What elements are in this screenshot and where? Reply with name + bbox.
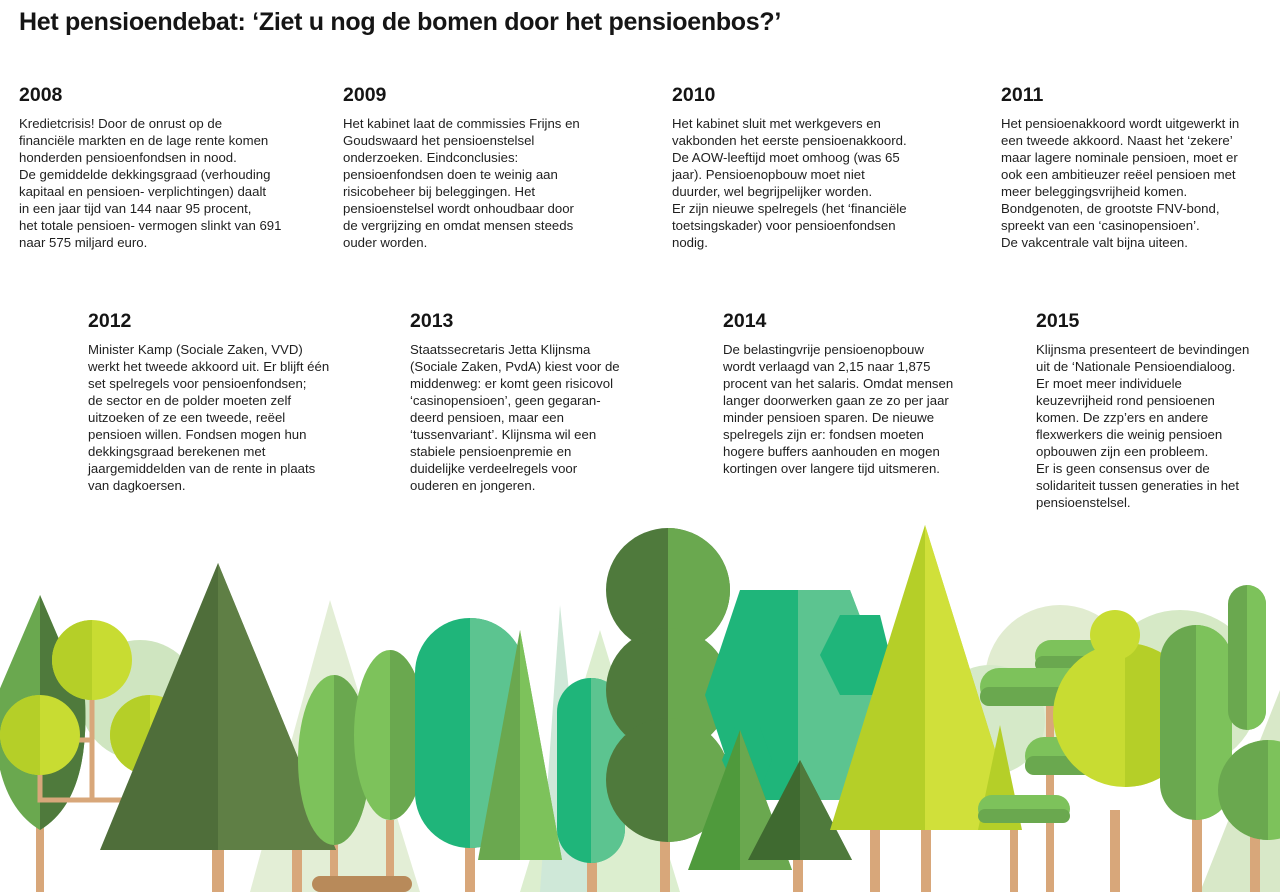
timeline-year: 2013 xyxy=(410,310,454,332)
timeline-entry-2012 xyxy=(88,310,378,494)
timeline-text: Het kabinet laat de commissies Frijns en Goudswaard het pensioenstelsel onderzoeken. Eindconclusies: pensioenfondsen doen te weinig aan risicobeheer bij beleggingen. Het pensioenstelsel wordt onhoudbaar door de vergrijzing en omdat mensen steeds ouder worden. xyxy=(343,116,580,250)
timeline-text: Minister Kamp (Sociale Zaken, VVD) werkt het tweede akkoord uit. Er blijft één set spelregels voor pensioenfondsen; de sector en de polder moeten zelf uitzoeken of ze een tweede, reëel pensioen willen. Fondsen mogen hun dekkingsgraad berekenen met jaargemiddelden van de rente in plaats van dagkoersen. xyxy=(88,342,330,493)
timeline-year: 2008 xyxy=(19,84,63,106)
timeline-entry-2015 xyxy=(1036,310,1276,511)
timeline-year: 2009 xyxy=(343,84,387,106)
timeline-entry-2010 xyxy=(672,84,972,251)
timeline-text: Kredietcrisis! Door de onrust op de financiële markten en de lage rente komen honderden pensioenfondsen in nood. De gemiddelde dekkingsgraad (verhouding kapitaal en pensioen- verplichtingen) daalt in een jaar tijd van 144 naar 95 procent, het totale pensioen- vermogen slinkt van 691 naar 575 miljard euro. xyxy=(19,116,282,250)
timeline-text: Het kabinet sluit met werkgevers en vakbonden het eerste pensioenakkoord. De AOW-leeftijd moet omhoog (was 65 jaar). Pensioenopbouw moet niet duurder, wel begrijpelijker worden. Er zijn nieuwe spelregels (het ‘financiële toetsingskader) voor pensioenfondsen nodig. xyxy=(672,116,907,250)
timeline-text: Het pensioenakkoord wordt uitgewerkt in een tweede akkoord. Naast het ‘zekere’ maar lagere nominale pensioen, moet er ook een ambitieuzer reëel pensioen met meer beleggingsvrijheid komen. Bondgenoten, de grootste FNV-bond, spreekt van een ‘casinopensioen’. De vakcentrale valt bijna uiteen. xyxy=(1001,116,1240,250)
timeline-year: 2012 xyxy=(88,310,132,332)
timeline-year: 2014 xyxy=(723,310,767,332)
timeline-year: 2015 xyxy=(1036,310,1080,332)
timeline-entry-2009 xyxy=(343,84,643,251)
timeline-entry-2013 xyxy=(410,310,700,494)
timeline-text: Staatssecretaris Jetta Klijnsma (Sociale Zaken, PvdA) kiest voor de middenweg: er komt geen risicovol ‘casinopensioen’, geen gegaran- deerd pensioen, maar een ‘tussenvariant’. Klijnsma wil een stabiele pensioenpremie en duidelijke verdeelregels voor ouderen en jongeren. xyxy=(410,342,620,493)
forest-illustration xyxy=(0,500,1280,892)
timeline-text: De belastingvrije pensioenopbouw wordt verlaagd van 2,15 naar 1,875 procent van het salaris. Omdat mensen langer doorwerken gaan ze zo per jaar minder pensioen sparen. De nieuwe spelregels zijn er: fondsen moeten hogere buffers aanhouden en mogen kortingen over langere tijd uitsmeren. xyxy=(723,342,954,476)
timeline-entry-2011 xyxy=(1001,84,1271,251)
timeline-year: 2011 xyxy=(1001,84,1044,106)
timeline-entry-2008 xyxy=(19,84,319,251)
timeline-year: 2010 xyxy=(672,84,716,106)
timeline-entry-2014 xyxy=(723,310,1013,477)
timeline-text: Klijnsma presenteert de bevindingen uit de ‘Nationale Pensioendialoog. Er moet meer individuele keuzevrijheid rond pensioenen komen. De zzp’ers en andere flexwerkers die weinig pensioen opbouwen zijn een probleem. Er is geen consensus over de solidariteit tussen generaties in het pensioenstelsel. xyxy=(1036,342,1250,510)
page-title: Het pensioendebat: ‘Ziet u nog de bomen door het pensioenbos?’ xyxy=(19,8,781,36)
